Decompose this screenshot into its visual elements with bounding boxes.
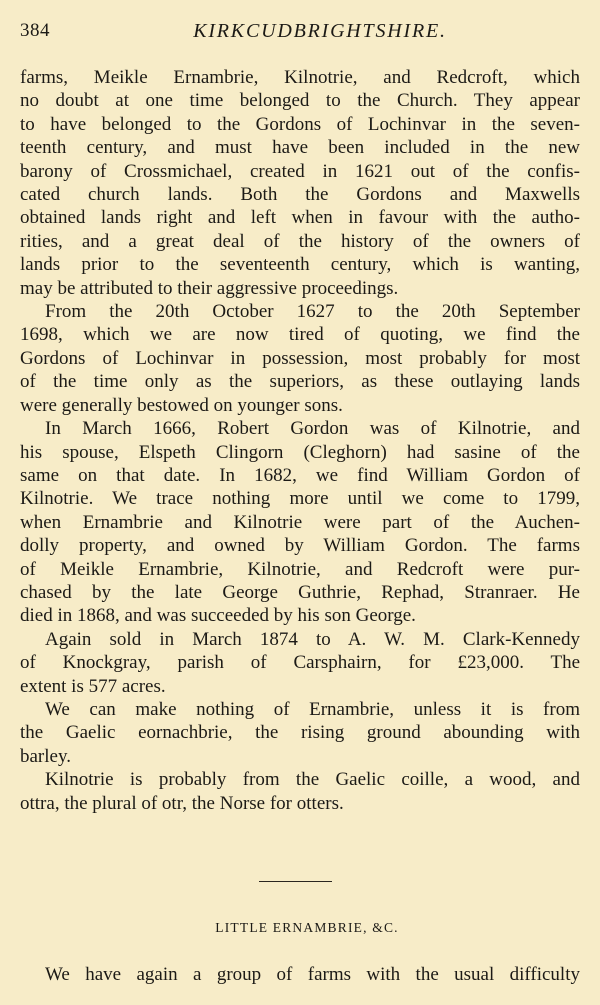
paragraph-2 [20,300,580,417]
text-line: barley. [20,745,71,767]
text-line: of Knockgray, parish of Carsphairn, for £23,000. The [20,652,580,674]
text-line: same on that date. In 1682, we find William Gordon of [20,464,580,486]
text-line: dolly property, and owned by William Gordon. The farms [20,535,580,557]
text-line: lands prior to the seventeenth century, which is wanting, [20,254,580,276]
body-text [20,66,580,815]
page-number: 384 [20,20,50,41]
text-line: farms, Meikle Ernambrie, Kilnotrie, and Redcroft, which [20,67,580,88]
paragraph-5 [20,698,580,768]
text-line: In March 1666, Robert Gordon was of Kilnotrie, and [45,418,580,440]
text-line: 1698, which we are now tired of quoting, we find the [20,324,580,346]
running-title: KIRKCUDBRIGHTSHIRE. [193,20,447,42]
text-line: of the time only as the superiors, as these outlaying lands [20,371,580,393]
text-line: died in 1868, and was succeeded by his son George. [20,605,416,627]
text-line: extent is 577 acres. [20,675,166,697]
paragraph-3 [20,417,580,628]
text-line: obtained lands right and left when in favour with the autho- [20,207,580,229]
text-line: Kilnotrie. We trace nothing more until we come to 1799, [20,488,580,510]
section-first-line: We have again a group of farms with the usual difficulty [45,964,580,985]
text-line: We can make nothing of Ernambrie, unless it is from [45,698,580,720]
text-line: Kilnotrie is probably from the Gaelic coille, a wood, and [45,769,580,791]
text-line: of Meikle Ernambrie, Kilnotrie, and Redcroft were pur- [20,558,580,580]
paragraph-1 [20,66,580,300]
text-line: barony of Crossmichael, created in 1621 out of the confis- [20,160,580,182]
text-line: rities, and a great deal of the history of the owners of [20,230,580,252]
text-line: to have belonged to the Gordons of Lochinvar in the seven- [20,113,580,135]
text-line: From the 20th October 1627 to the 20th September [45,301,580,323]
text-line: the Gaelic eornachbrie, the rising ground abounding with [20,722,580,744]
text-line: cated church lands. Both the Gordons and Maxwells [20,184,580,206]
paragraph-6 [20,768,580,815]
section-divider [259,881,332,882]
text-line: chased by the late George Guthrie, Rephad, Stranraer. He [20,581,580,603]
text-line: ottra, the plural of otr, the Norse for otters. [20,792,344,814]
paragraph-4 [20,628,580,698]
text-line: his spouse, Elspeth Clingorn (Cleghorn) had sasine of the [20,441,580,463]
section-heading: LITTLE ERNAMBRIE, &C. [215,920,399,935]
text-line: teenth century, and must have been included in the new [20,137,580,159]
text-line: were generally bestowed on younger sons. [20,394,343,416]
text-line: no doubt at one time belonged to the Church. They appear [20,90,580,112]
text-line: Again sold in March 1874 to A. W. M. Clark-Kennedy [45,628,580,650]
text-line: when Ernambrie and Kilnotrie were part of the Auchen- [20,511,580,533]
text-line: may be attributed to their aggressive proceedings. [20,277,399,299]
text-line: Gordons of Lochinvar in possession, most probably for most [20,347,580,369]
